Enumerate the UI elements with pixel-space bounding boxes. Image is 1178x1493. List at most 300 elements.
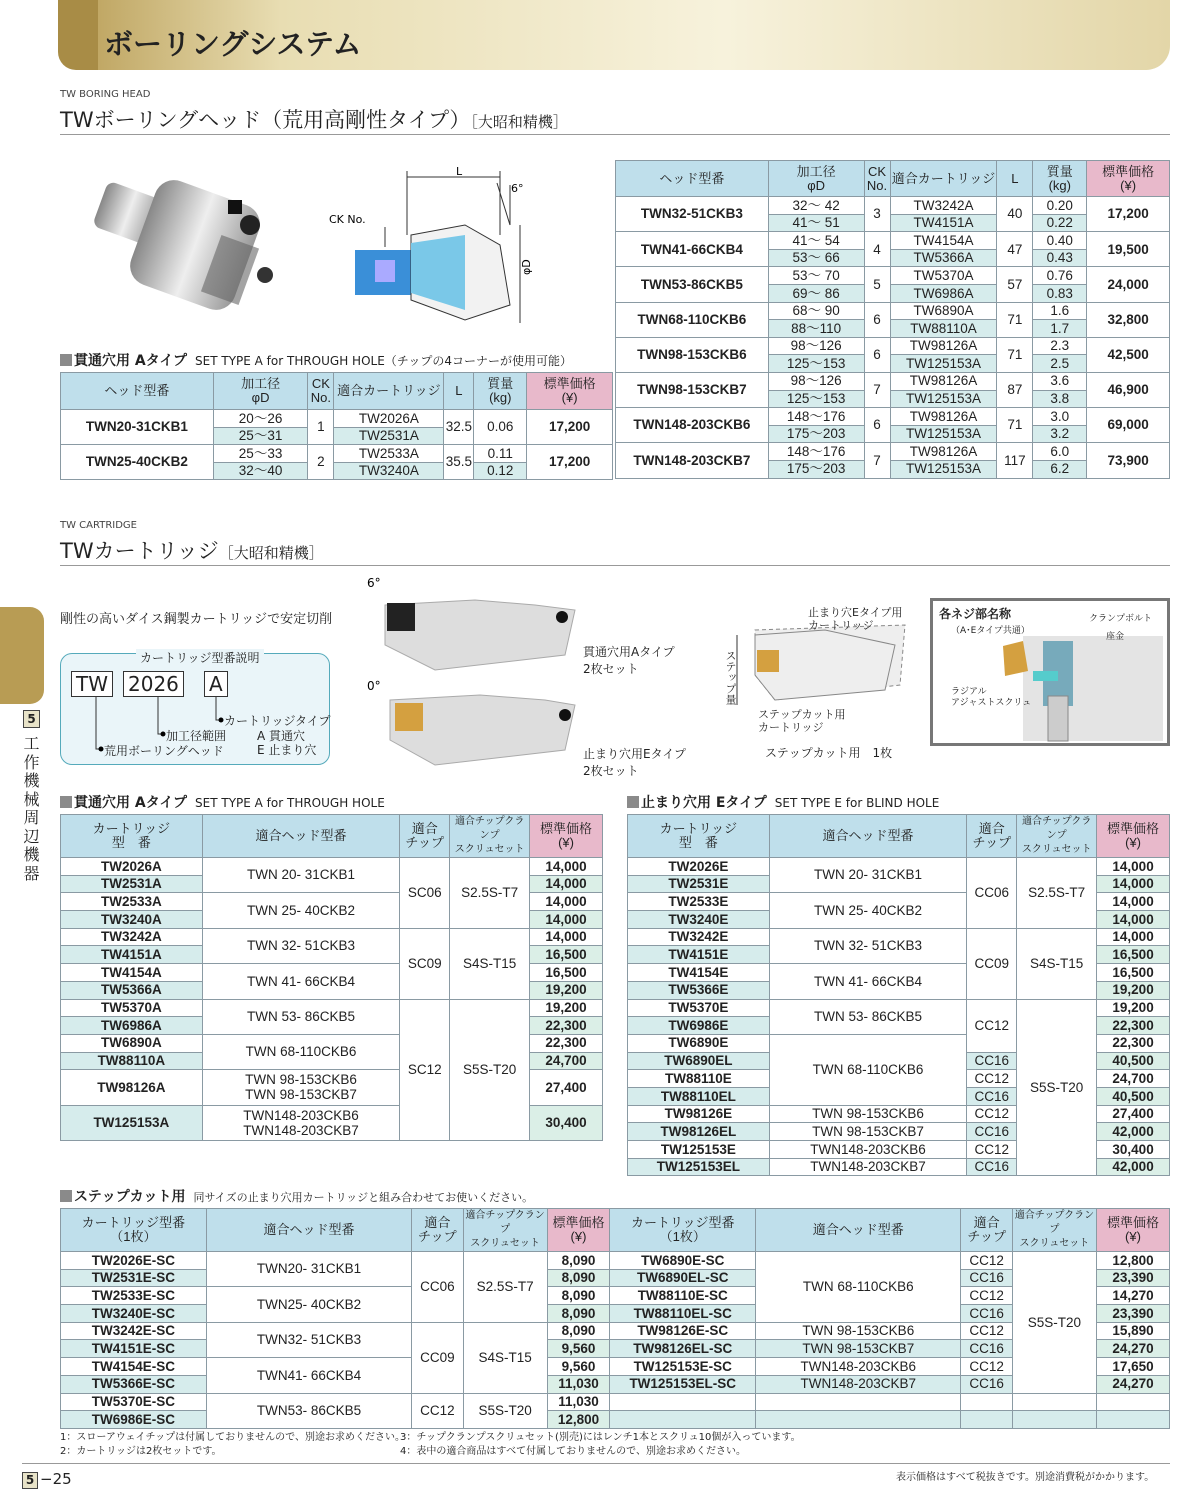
model-cell: TWN53-86CKB5: [616, 267, 769, 302]
head-cell: TWN 20- 31CKB1: [769, 858, 967, 893]
model-cell: TWN148-203CKB7: [616, 443, 769, 478]
dia-cell: 69〜 86: [768, 284, 864, 302]
head-dimension-drawing: [325, 165, 540, 330]
price-cell: 8,090: [547, 1287, 610, 1305]
chip-cell: CC12: [412, 1393, 463, 1428]
cartridge-cell: TW125153E-SC: [610, 1358, 756, 1376]
mass-cell: 1.7: [1033, 320, 1087, 338]
cartE-table: カートリッジ 型 番 適合ヘッド型番 適合 チップ 適合チップクランプ スクリュセット 標準価格 (¥) TW2026E TWN 20- 31CKB1 CC06 S2.5S-T7 14,000 TW2531E 14,000 TW2533E TWN 25- 40CKB2 14,000 TW3240E 14,000 TW3242E TWN 32- 51CKB3 CC09 S4S-T15 14,000 TW4151E 16,500 TW4154E TWN 41- 66CKB4 16,500 TW5366E 19,200 TW5370E TWN 53- 86CKB5 CC12 S5S-T20 19,200 TW6986E 22,300 TW6890E TWN 68-110CKB6 22,300 TW6890EL CC16 40,500 TW88110E CC12 24,700 TW88110EL CC16 40,500 TW98126E TWN 98-153CKB6 CC12 27,400 TW98126EL TWN 98-153CKB7 CC16 42,000 TW125153E TWN148-203CKB6 CC12 30,400 TW125153EL TWN148-203CKB7 CC16 42,000: [627, 814, 1170, 1176]
table-row: [61, 1252, 1170, 1270]
price-cell: 8,090: [547, 1322, 610, 1340]
screw-cell: S2.5S-T7: [1017, 858, 1097, 929]
head-cell: [756, 1411, 961, 1429]
cart-cell: TW6890A: [890, 302, 997, 320]
mass-cell: 0.06: [474, 410, 527, 445]
cart-cell: TW98126A: [890, 372, 997, 390]
head-cell: TWN 41- 66CKB4: [202, 964, 400, 999]
chip-cell: CC16: [961, 1375, 1012, 1393]
cart-cell: TW88110A: [890, 320, 997, 338]
cartridge-cell: TW2026A: [61, 858, 203, 876]
price-cell: 17,200: [527, 410, 613, 445]
ck-cell: 7: [864, 372, 890, 407]
chip-cell: CC16: [961, 1305, 1012, 1323]
cart-cell: TW125153A: [890, 460, 997, 478]
cartridge-cell: TW5370A: [61, 999, 203, 1017]
head-cell: TWN53- 86CKB5: [206, 1393, 411, 1428]
table-row: [616, 443, 1170, 461]
table-row: [61, 1287, 1170, 1305]
ck-cell: 1: [308, 410, 334, 445]
price-cell: 14,000: [1097, 875, 1170, 893]
cartridge-cell: [610, 1393, 756, 1411]
cartridge-cell: TW2531E-SC: [61, 1269, 207, 1287]
table-row: [616, 232, 1170, 250]
head-cell: TWN148-203CKB6 TWN148-203CKB7: [202, 1105, 400, 1140]
price-cell: 17,200: [1087, 197, 1170, 232]
cartridge-cell: TW5366A: [61, 981, 203, 999]
table-row: [628, 999, 1170, 1017]
typeA-head-heading: 貫通穴用 Aタイプ SET TYPE A for THROUGH HOLE（チップの4コーナーが使用可能）: [60, 350, 572, 370]
dia-cell: 20〜26: [213, 410, 308, 428]
head-cell: TWN 98-153CKB6: [756, 1322, 961, 1340]
price-cell: 27,400: [530, 1070, 603, 1105]
price-cell: 24,270: [1097, 1340, 1170, 1358]
section1-en: TW BORING HEAD: [60, 89, 151, 100]
cartridge-cell: TW5366E-SC: [61, 1375, 207, 1393]
cartridge-cell: TW98126EL: [628, 1123, 770, 1141]
price-cell: 17,200: [527, 445, 613, 480]
cartridge-cell: TW88110EL-SC: [610, 1305, 756, 1323]
price-cell: 19,500: [1087, 232, 1170, 267]
price-cell: 22,300: [530, 1017, 603, 1035]
L-cell: 71: [997, 408, 1033, 443]
price-cell: 14,000: [1097, 858, 1170, 876]
price-cell: 8,090: [547, 1269, 610, 1287]
cartridge-cell: TW2531A: [61, 875, 203, 893]
note-2: 2：カートリッジは2枚セットです。: [60, 1446, 222, 1457]
table-row: [628, 858, 1170, 876]
step-heading: ステップカット用 同サイズの止まり穴用カートリッジと組み合わせてお使いください。: [60, 1186, 533, 1206]
head-table-small: [60, 372, 613, 480]
cartridge-cell: TW88110A: [61, 1052, 203, 1070]
screw-cell: S5S-T20: [1017, 999, 1097, 1176]
cartridge-cell: TW6986E-SC: [61, 1411, 207, 1429]
ck-cell: 6: [864, 302, 890, 337]
price-cell: 23,390: [1097, 1269, 1170, 1287]
mass-cell: 2.3: [1033, 337, 1087, 355]
dia-cell: 175〜203: [768, 425, 864, 443]
price-cell: 23,390: [1097, 1305, 1170, 1323]
note-3: 3：チップクランプスクリュセット(別売)にはレンチ1本とスクリュ10個が入っています。: [400, 1432, 801, 1443]
cartridge-cell: TW3242A: [61, 928, 203, 946]
price-cell: 42,500: [1087, 337, 1170, 372]
cartA-table: カートリッジ 型 番 適合ヘッド型番 適合 チップ 適合チップクランプ スクリュセット 標準価格 (¥) TW2026A TWN 20- 31CKB1 SC06 S2.5S-T7 14,000 TW2531A 14,000 TW2533A TWN 25- 40CKB2 14,000 TW3240A 14,000 TW3242A TWN 32- 51CKB3 SC09 S4S-T15 14,000 TW4151A 16,500 TW4154A TWN 41- 66CKB4 16,500 TW5366A 19,200 TW5370A TWN 53- 86CKB5 SC12 S5S-T20 19,200 TW6986A 22,300 TW6890A TWN 68-110CKB6 22,300 TW88110A 24,700 TW98126A TWN 98-153CKB6 TWN 98-153CKB7 27,400 TW125153A TWN148-203CKB6 TWN148-203CKB7 30,400: [60, 814, 603, 1141]
dim-L: L: [456, 165, 463, 178]
cartridge-cell: TW3240E: [628, 911, 770, 929]
mass-cell: 6.0: [1033, 443, 1087, 461]
price-cell: 42,000: [1097, 1123, 1170, 1141]
chip-cell: CC09: [967, 928, 1017, 999]
cartridge-cell: TW125153A: [61, 1105, 203, 1140]
price-cell: 12,800: [1097, 1252, 1170, 1270]
cartridge-cell: TW4154A: [61, 964, 203, 982]
cart-cell: TW2026A: [334, 410, 444, 428]
cart-cell: TW3240A: [334, 462, 444, 480]
mass-cell: 0.43: [1033, 249, 1087, 267]
chapter-number: 5: [23, 710, 40, 728]
price-cell: 40,500: [1097, 1052, 1170, 1070]
expl-p2: 2026: [123, 671, 184, 697]
price-cell: 19,200: [530, 999, 603, 1017]
cartridge-cell: TW6986A: [61, 1017, 203, 1035]
table-row: [61, 1322, 1170, 1340]
L-cell: 32.5: [444, 410, 474, 445]
price-cell: 19,200: [1097, 981, 1170, 999]
model-cell: TWN68-110CKB6: [616, 302, 769, 337]
price-cell: 24,700: [1097, 1070, 1170, 1088]
chip-cell: CC16: [961, 1269, 1012, 1287]
table-row: [616, 372, 1170, 390]
step-l1: 止まり穴Eタイプ用: [808, 606, 903, 619]
screw-cell: S4S-T15: [1017, 928, 1097, 999]
chip-cell: [961, 1411, 1012, 1429]
mass-cell: 0.22: [1033, 214, 1087, 232]
screw-l2: 座金: [1106, 632, 1125, 642]
screw-cell: S5S-T20: [463, 1393, 547, 1428]
price-cell: 11,030: [547, 1375, 610, 1393]
model-cell: TWN98-153CKB7: [616, 372, 769, 407]
cart-cell: TW98126A: [890, 408, 997, 426]
mass-cell: 6.2: [1033, 460, 1087, 478]
step-l6: ステップカット用 1枚: [765, 746, 893, 760]
price-cell: 16,500: [530, 964, 603, 982]
section1-title: TWボーリングヘッド（荒用高剛性タイプ）［大昭和精機］: [60, 108, 568, 132]
note-4: 4：表中の適合商品はすべて付属しておりませんので、別途お求めください。: [400, 1446, 746, 1457]
cartE-heading: 止まり穴用 Eタイプ SET TYPE E for BLIND HOLE: [627, 792, 939, 812]
mass-cell: 0.11: [474, 445, 527, 463]
model-cell: TWN98-153CKB6: [616, 337, 769, 372]
price-cell: 30,400: [530, 1105, 603, 1140]
chip-cell: SC06: [400, 858, 450, 929]
ck-cell: 3: [864, 197, 890, 232]
dia-cell: 98〜126: [768, 337, 864, 355]
typeA-label: 貫通穴用Aタイプ: [583, 645, 675, 659]
mass-cell: 2.5: [1033, 355, 1087, 373]
page-number: 5 −25: [22, 1470, 72, 1489]
cartridge-desc: 剛性の高いダイス鋼製カートリッジで安定切削: [60, 612, 333, 627]
expl-l3b: E 止まり穴: [257, 743, 317, 757]
chip-cell: CC06: [967, 858, 1017, 929]
head-cell: TWN 98-153CKB6: [769, 1105, 967, 1123]
dia-cell: 88〜110: [768, 320, 864, 338]
note-1: 1：スローアウェイチップは付属しておりませんので、別途お求めください。: [60, 1432, 405, 1443]
cartridge-cell: TW6890EL-SC: [610, 1269, 756, 1287]
table-row: [61, 445, 613, 463]
head-cell: TWN 98-153CKB6 TWN 98-153CKB7: [202, 1070, 400, 1105]
table-row: [61, 1393, 1170, 1411]
dia-cell: 68〜 90: [768, 302, 864, 320]
dim-phiD: φD: [520, 259, 533, 275]
cartridge-cell: TW3240E-SC: [61, 1305, 207, 1323]
cartridge-cell: TW5370E-SC: [61, 1393, 207, 1411]
L-cell: 87: [997, 372, 1033, 407]
chip-cell: CC12: [961, 1358, 1012, 1376]
price-cell: 17,650: [1097, 1358, 1170, 1376]
cartridge-cell: TW6986E: [628, 1017, 770, 1035]
price-cell: 14,270: [1097, 1287, 1170, 1305]
chip-cell: [961, 1393, 1012, 1411]
price-cell: 30,400: [1097, 1141, 1170, 1159]
head-cell: TWN 68-110CKB6: [202, 1034, 400, 1069]
cartridge-cell: TW6890E-SC: [610, 1252, 756, 1270]
cart-cell: TW98126A: [890, 443, 997, 461]
screw-l3: ラジアル: [951, 687, 987, 697]
cartridge-cell: TW5370E: [628, 999, 770, 1017]
price-cell: 14,000: [530, 928, 603, 946]
head-cell: TWN41- 66CKB4: [206, 1358, 411, 1393]
price-cell: 27,400: [1097, 1105, 1170, 1123]
screw-cell: S4S-T15: [463, 1322, 547, 1393]
typeA-set: 2枚セット: [583, 662, 639, 676]
head-cell: TWN 98-153CKB7: [769, 1123, 967, 1141]
ck-cell: 6: [864, 337, 890, 372]
price-cell: 9,560: [547, 1358, 610, 1376]
mass-cell: 3.6: [1033, 372, 1087, 390]
head-cell: TWN 20- 31CKB1: [202, 858, 400, 893]
head-cell: TWN 41- 66CKB4: [769, 964, 967, 999]
price-cell: 12,800: [547, 1411, 610, 1429]
L-cell: 117: [997, 443, 1033, 478]
expl-l2: 加工径範囲: [166, 729, 227, 743]
dim-angle: 6°: [511, 182, 524, 195]
expl-p3: A: [204, 671, 228, 697]
dia-cell: 32〜 42: [768, 197, 864, 215]
cart-cell: TW6986A: [890, 284, 997, 302]
cartridge-cell: TW2026E: [628, 858, 770, 876]
model-cell: TWN25-40CKB2: [61, 445, 214, 480]
tax-note: 表示価格はすべて税抜きです。別途消費税がかかります。: [896, 1472, 1155, 1483]
dia-cell: 32〜40: [213, 462, 308, 480]
head-cell: TWN25- 40CKB2: [206, 1287, 411, 1322]
dia-cell: 175〜203: [768, 460, 864, 478]
head-cell: TWN 25- 40CKB2: [202, 893, 400, 928]
ck-cell: 6: [864, 408, 890, 443]
price-cell: 14,000: [530, 893, 603, 911]
col-cart: 適合カートリッジ: [334, 373, 444, 410]
price-cell: 14,000: [1097, 893, 1170, 911]
head-cell: TWN148-203CKB7: [756, 1375, 961, 1393]
cartridge-cell: TW125153EL: [628, 1158, 770, 1176]
chip-cell: CC06: [412, 1252, 463, 1323]
head-cell: [756, 1393, 961, 1411]
price-cell: 16,500: [1097, 964, 1170, 982]
cartridge-cell: TW2531E: [628, 875, 770, 893]
dia-cell: 98〜126: [768, 372, 864, 390]
dia-cell: 148〜176: [768, 443, 864, 461]
head-table-large: ヘッド型番 加工径 φD CK No. 適合カートリッジ L 質量 (kg) 標準価格 (¥) TWN32-51CKB3 32〜 42 3 TW3242A 40 0.20 17,200 41〜 51 TW4151A 0.22 TWN41-66CKB4 41〜 54 4 TW4154A 47 0.40 19,500 53〜 66 TW5366A 0.43 TWN53-86CKB5 53〜 70 5 TW5370A 57 0.76 24,000 69〜 86 TW6986A 0.83 TWN68-110CKB6 68〜 90 6 TW6890A 71 1.6 32,800 88〜110 TW88110A 1.7 TWN98-153CKB6 98〜126 6 TW98126A 71 2.3 42,500 125〜153 TW125153A 2.5 TWN98-153CKB7 98〜126 7 TW98126A 87 3.6 46,900 125〜153 TW125153A 3.8 TWN148-203CKB6 148〜176 6 TW98126A 71 3.0 69,000 175〜203 TW125153A 3.2 TWN148-203CKB7 148〜176 7 TW98126A 117 6.0 73,900 175〜203 TW125153A 6.2: [615, 160, 1170, 479]
head-cell: TWN 68-110CKB6: [769, 1034, 967, 1105]
cartridge-cell: TW98126E-SC: [610, 1322, 756, 1340]
col-dia: 加工径 φD: [213, 373, 308, 410]
screw-cell: S5S-T20: [1012, 1252, 1096, 1394]
price-cell: 15,890: [1097, 1322, 1170, 1340]
price-cell: 42,000: [1097, 1158, 1170, 1176]
table-row: [628, 928, 1170, 946]
screw-cell: S2.5S-T7: [463, 1252, 547, 1323]
cart-cell: TW5370A: [890, 267, 997, 285]
cartridge-cell: TW3240A: [61, 911, 203, 929]
chip-cell: CC16: [967, 1158, 1017, 1176]
expl-l4: 荒用ボーリングヘッド: [104, 744, 224, 758]
head-cell: TWN148-203CKB6: [756, 1358, 961, 1376]
table-row: [61, 999, 603, 1017]
screw-cell: S5S-T20: [450, 999, 530, 1141]
chip-cell: CC09: [412, 1322, 463, 1393]
mass-cell: 1.6: [1033, 302, 1087, 320]
price-cell: 14,000: [1097, 928, 1170, 946]
ck-cell: 4: [864, 232, 890, 267]
screw-cell: S2.5S-T7: [450, 858, 530, 929]
table-row: [616, 267, 1170, 285]
ck-cell: 5: [864, 267, 890, 302]
price-cell: 8,090: [547, 1252, 610, 1270]
mass-cell: 0.76: [1033, 267, 1087, 285]
screw-l4: アジャストスクリュ: [951, 698, 1032, 708]
L-cell: 47: [997, 232, 1033, 267]
table-row: [61, 928, 603, 946]
ck-cell: 7: [864, 443, 890, 478]
price-cell: 16,500: [530, 946, 603, 964]
price-cell: 40,500: [1097, 1087, 1170, 1105]
step-l2: カートリッジ: [808, 619, 874, 632]
boring-head-photo: [90, 160, 290, 330]
L-cell: 71: [997, 302, 1033, 337]
cartridge-cell: TW88110E: [628, 1070, 770, 1088]
price-cell: 16,500: [1097, 946, 1170, 964]
cartridge-cell: TW4154E: [628, 964, 770, 982]
head-cell: TWN 25- 40CKB2: [769, 893, 967, 928]
cartridge-cell: TW2533E: [628, 893, 770, 911]
cartridge-cell: TW4154E-SC: [61, 1358, 207, 1376]
table-row: [61, 410, 613, 428]
price-cell: 22,300: [530, 1034, 603, 1052]
expl-l3a: A 貫通穴: [257, 729, 306, 743]
screw-diagram: [930, 598, 1170, 746]
model-cell: TWN148-203CKB6: [616, 408, 769, 443]
typeE-label: 止まり穴用Eタイプ: [583, 747, 686, 761]
chip-cell: CC12: [967, 1141, 1017, 1159]
cart-cell: TW2533A: [334, 445, 444, 463]
cartridge-cell: TW2026E-SC: [61, 1252, 207, 1270]
price-cell: 14,000: [530, 875, 603, 893]
price-cell: 24,270: [1097, 1375, 1170, 1393]
cartridge-cell: [610, 1411, 756, 1429]
mass-cell: 3.0: [1033, 408, 1087, 426]
table-row: [61, 1358, 1170, 1376]
dia-cell: 53〜 66: [768, 249, 864, 267]
chip-cell: CC16: [967, 1087, 1017, 1105]
col-price: 標準価格 (¥): [527, 373, 613, 410]
dia-cell: 148〜176: [768, 408, 864, 426]
table-row: [616, 337, 1170, 355]
L-cell: 35.5: [444, 445, 474, 480]
expl-l1: カートリッジタイプ: [224, 714, 331, 728]
model-cell: TWN41-66CKB4: [616, 232, 769, 267]
L-cell: 71: [997, 337, 1033, 372]
cartridge-cell: TW6890EL: [628, 1052, 770, 1070]
cart-cell: TW4154A: [890, 232, 997, 250]
cartridge-cell: TW125153EL-SC: [610, 1375, 756, 1393]
step-l4: ステップカット用: [758, 708, 846, 721]
ck-cell: 2: [308, 445, 334, 480]
L-cell: 57: [997, 267, 1033, 302]
mass-cell: 0.40: [1033, 232, 1087, 250]
dia-cell: 25〜33: [213, 445, 308, 463]
head-cell: TWN 32- 51CKB3: [202, 928, 400, 963]
chip-cell: CC12: [967, 1105, 1017, 1123]
mass-cell: 0.83: [1033, 284, 1087, 302]
cart-cell: TW125153A: [890, 390, 997, 408]
chip-cell: CC16: [967, 1052, 1017, 1070]
col-ck: CK No.: [308, 373, 334, 410]
col-mass: 質量 (kg): [474, 373, 527, 410]
dia-cell: 41〜 51: [768, 214, 864, 232]
head-cell: TWN 68-110CKB6: [756, 1252, 961, 1323]
expl-title: カートリッジ型番説明: [136, 649, 264, 666]
price-cell: 22,300: [1097, 1017, 1170, 1035]
cartridge-cell: TW125153E: [628, 1141, 770, 1159]
chip-cell: CC12: [961, 1252, 1012, 1270]
cartridge-cell: TW3242E: [628, 928, 770, 946]
cartridge-cell: TW4151E-SC: [61, 1340, 207, 1358]
head-cell: TWN 98-153CKB7: [756, 1340, 961, 1358]
price-cell: 19,200: [530, 981, 603, 999]
chip-cell: SC12: [400, 999, 450, 1141]
dia-cell: 53〜 70: [768, 267, 864, 285]
mass-cell: 3.8: [1033, 390, 1087, 408]
cart-cell: TW125153A: [890, 355, 997, 373]
price-cell: 24,700: [530, 1052, 603, 1070]
chip-cell: CC12: [961, 1322, 1012, 1340]
price-cell: 11,030: [547, 1393, 610, 1411]
cartridge-cell: TW98126A: [61, 1070, 203, 1105]
price-cell: 19,200: [1097, 999, 1170, 1017]
price-cell: 8,090: [547, 1305, 610, 1323]
angle6: 6°: [367, 576, 381, 590]
head-cell: TWN 53- 86CKB5: [202, 999, 400, 1034]
header-tab: [58, 0, 98, 70]
cartridge-cell: TW6890E: [628, 1034, 770, 1052]
head-cell: TWN20- 31CKB1: [206, 1252, 411, 1287]
cartridge-cell: TW3242E-SC: [61, 1322, 207, 1340]
col-L: L: [444, 373, 474, 410]
cart-cell: TW125153A: [890, 425, 997, 443]
dia-cell: 125〜153: [768, 355, 864, 373]
dia-cell: 25〜31: [213, 427, 308, 445]
chapter-title: 工作機械周辺機器: [23, 734, 40, 883]
head-cell: TWN148-203CKB7: [769, 1158, 967, 1176]
head-cell: TWN 32- 51CKB3: [769, 928, 967, 963]
chip-cell: SC09: [400, 928, 450, 999]
price-cell: [1097, 1393, 1170, 1411]
dim-ck: CK No.: [329, 213, 366, 226]
cartridge-cell: TW6890A: [61, 1034, 203, 1052]
cartridge-cell: TW4151A: [61, 946, 203, 964]
step-l3: ステップ量: [724, 650, 737, 705]
cartridge-cell: TW88110E-SC: [610, 1287, 756, 1305]
angle0: 0°: [367, 679, 381, 693]
model-cell: TWN20-31CKB1: [61, 410, 214, 445]
